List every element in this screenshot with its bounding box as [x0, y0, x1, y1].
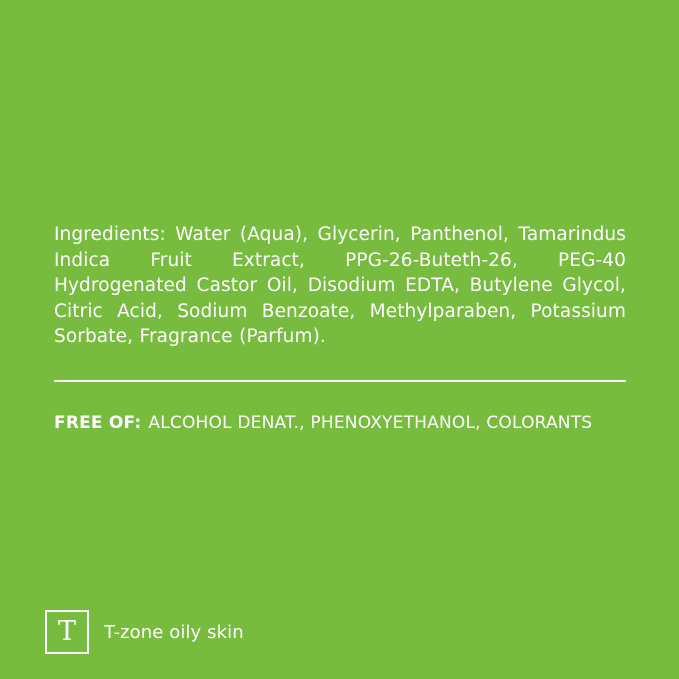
t-zone-badge-icon: [45, 610, 89, 654]
skin-type-label: T-zone oily skin: [104, 621, 244, 643]
free-of-label: FREE OF:: [54, 413, 142, 433]
ingredients-text: Ingredients: Water (Aqua), Glycerin, Panthenol, Tamarindus Indica Fruit Extract, PPG-26-Buteth-26, PEG-40 Hydrogenated Castor Oil, Disodium EDTA, Butylene Glycol, Citric Acid, Sodium Benzoate, Methylparaben, Potassium Sorbate, Fragrance (Parfum).: [54, 224, 626, 347]
skin-type-section: [45, 610, 244, 654]
ingredients-section: [54, 222, 626, 350]
t-zone-badge-letter: T: [57, 615, 76, 647]
section-divider: [54, 380, 626, 382]
free-of-section: [54, 413, 626, 433]
free-of-value: ALCOHOL DENAT., PHENOXYETHANOL, COLORANTS: [148, 413, 593, 433]
